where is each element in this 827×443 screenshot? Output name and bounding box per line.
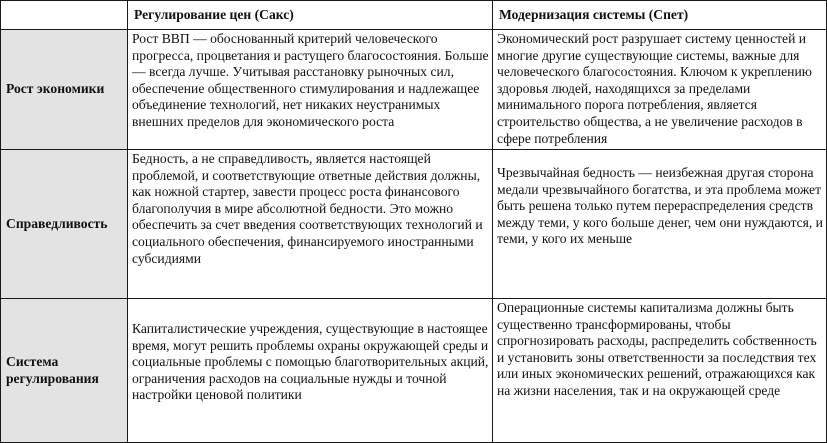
cell-justice-spet — [493, 150, 827, 299]
row-label-growth: Рост экономики — [1, 30, 128, 150]
table-row — [1, 150, 827, 299]
row-label-regulation: Система регулирования — [1, 299, 128, 443]
cell-text: Операционные системы капитализма должны быть существенно трансформированы, чтобы спрогнозировать расходы, распределить собственность и установить зоны ответственности за последствия тех или иных экономических решений, отражающихся как на жизни населения, так и на окружающей среде — [497, 300, 817, 398]
header-saks: Регулирование цен (Сакс) — [128, 1, 493, 30]
cell-text: Бедность, а не справедливость, является настоящей проблемой, и соответствующие ответные действия должны, как ножной стартер, завести процесс роста финансового благополучия в мире абсолютной бедности. Это можно обеспечить за счет введения соответствующих технологий и социального обеспечения, финансируемого иностранными субсидиями — [132, 151, 483, 266]
cell-text: Экономический рост разрушает систему ценностей и многие другие существующие системы, важные для человеческого благосостояния. Ключом к укреплению здоровья людей, находящихся за пределами минимального порога потребления, является строительство общества, а не увеличение расходов в сфере потребления — [497, 31, 812, 146]
cell-regulation-saks — [128, 299, 493, 443]
cell-text: Рост ВВП — обоснованный критерий человеческого прогресса, процветания и растущего благосостояния. Больше — всегда лучше. Учитывая расстановку рыночных сил, обеспечение общественного стимулирования и надлежащее объединение технологий, нет никаких неустранимых внешних пределов для экономического роста — [132, 31, 489, 129]
cell-growth-spet — [493, 30, 827, 150]
table-row — [1, 30, 827, 150]
cell-text: Капиталистические учреждения, существующие в настоящее время, могут решить проблемы охраны окружающей среды и социальные проблемы с помощью благотворительных акций, ограничения расходов на социальные нужды и точной настройки ценовой политики — [132, 321, 489, 403]
cell-growth-saks — [128, 30, 493, 150]
header-spet: Модернизация системы (Спет) — [493, 1, 827, 30]
corner-header-cell — [1, 1, 128, 30]
cell-justice-saks — [128, 150, 493, 299]
cell-regulation-spet — [493, 299, 827, 443]
cell-text: Чрезвычайная бедность — неизбежная другая сторона медали чрезвычайного богатства, и эта проблема может быть решена только путем перераспределения средств между теми, у кого больше денег, чем они нуждаются, и теми, у кого их меньше — [497, 165, 823, 247]
row-label-justice: Справедливость — [1, 150, 128, 299]
table-row — [1, 299, 827, 443]
header-row — [1, 1, 827, 30]
